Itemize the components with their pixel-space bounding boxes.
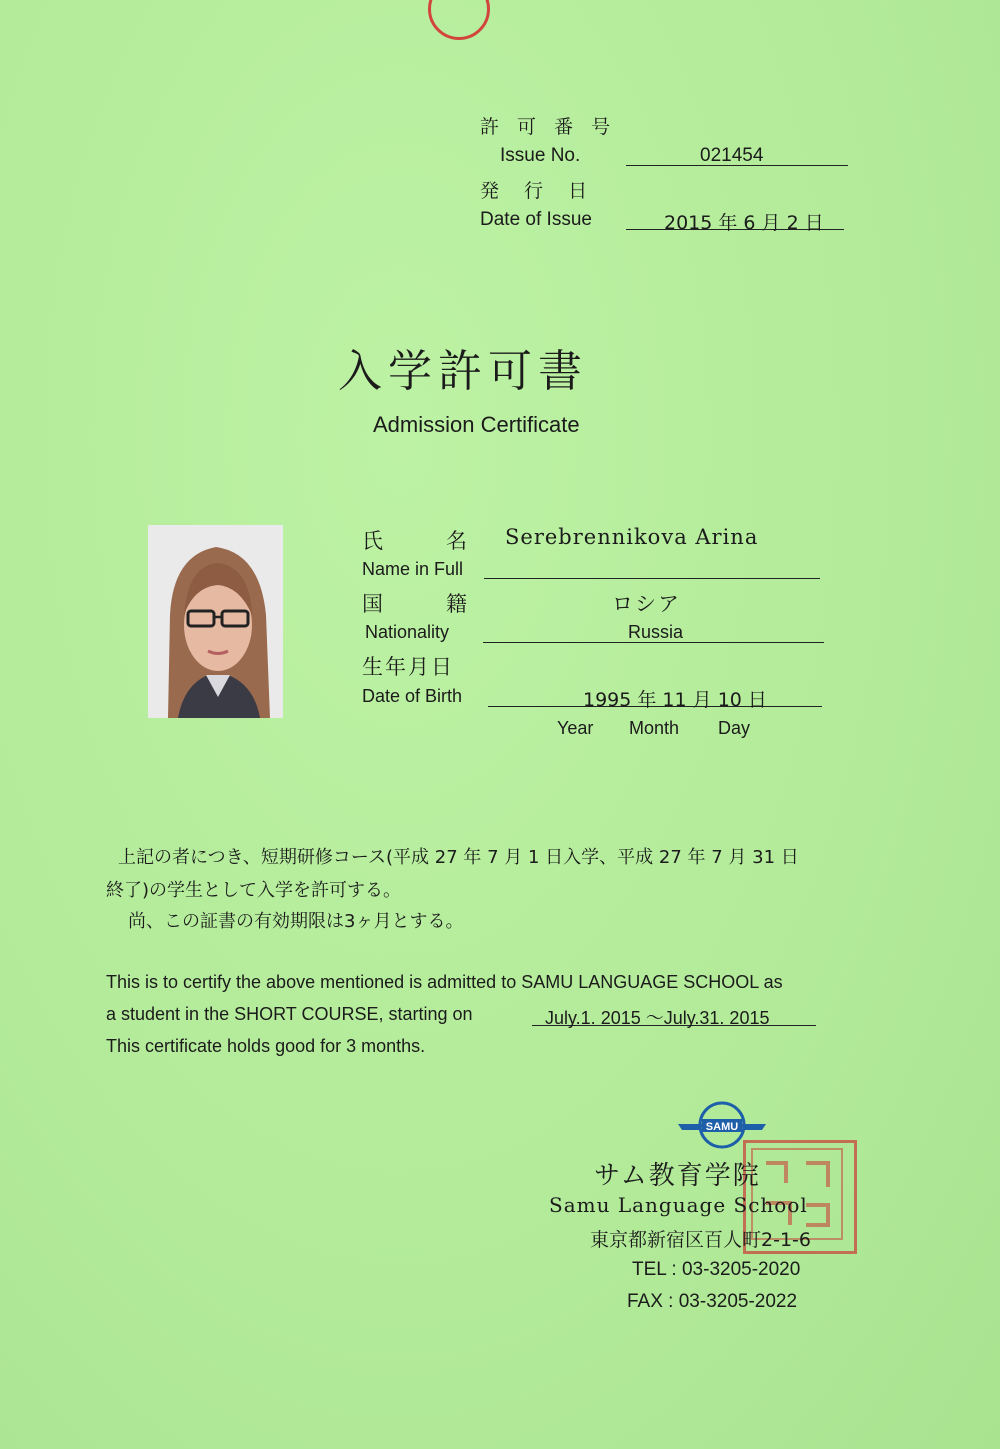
title-jp: 入学許可書 [338,346,588,397]
body-en-line2-prefix: a student in the SHORT COURSE, starting on [106,1004,473,1024]
name-jp-label: 氏 名 [362,529,467,553]
school-fax: FAX : 03-3205-2022 [627,1291,798,1312]
body-en-line3: This certificate holds good for 3 months. [106,1036,426,1056]
school-address: 東京都新宿区百人町2-1-6 [590,1229,811,1251]
name-line [484,556,820,579]
birth-en-label: Date of Birth [362,686,463,706]
logo-text: SAMU [705,1121,739,1133]
birth-jp-label: 生年月日 [362,655,454,679]
day-label: Day [718,718,751,738]
issue-no-value: 021454 [700,145,764,166]
school-name-jp: サム教育学院 [594,1161,761,1191]
nationality-value-en: Russia [628,622,684,642]
student-photo [148,525,283,718]
date-issue-value: 2015 年 6 月 2 日 [664,212,824,234]
year-label: Year [557,718,594,738]
body-jp-line1: 上記の者につき、短期研修コース(平成 27 年 7 月 1 日入学、平成 27 年 7 月 31 日 [118,847,799,868]
name-en-label: Name in Full [362,559,464,579]
date-issue-en-label: Date of Issue [480,209,592,230]
month-label: Month [629,718,680,738]
school-name-en: Samu Language School [549,1193,808,1217]
nationality-value-jp: ロシア [612,592,681,616]
birth-value: 1995 年 11 月 10 日 [583,689,767,711]
nationality-en-label: Nationality [365,622,450,642]
nationality-jp-label: 国 籍 [362,592,467,616]
body-jp-line3: 尚、この証書の有効期限は3ヶ月とする。 [128,911,464,932]
body-jp-line2: 終了)の学生として入学を許可する。 [106,880,402,901]
name-value: Serebrennikova Arina [505,525,759,549]
issue-no-en-label: Issue No. [500,145,581,166]
body-en-line1: This is to certify the above mentioned is admitted to SAMU LANGUAGE SCHOOL as [106,972,783,992]
body-en-course-dates: July.1. 2015 ～July.31. 2015 [545,1008,770,1028]
date-issue-jp-label: 発 行 日 [480,180,588,202]
school-tel: TEL : 03-3205-2020 [632,1259,801,1280]
top-seal-icon [428,0,490,40]
title-en: Admission Certificate [373,412,580,437]
issue-no-jp-label: 許 可 番 号 [480,116,617,138]
